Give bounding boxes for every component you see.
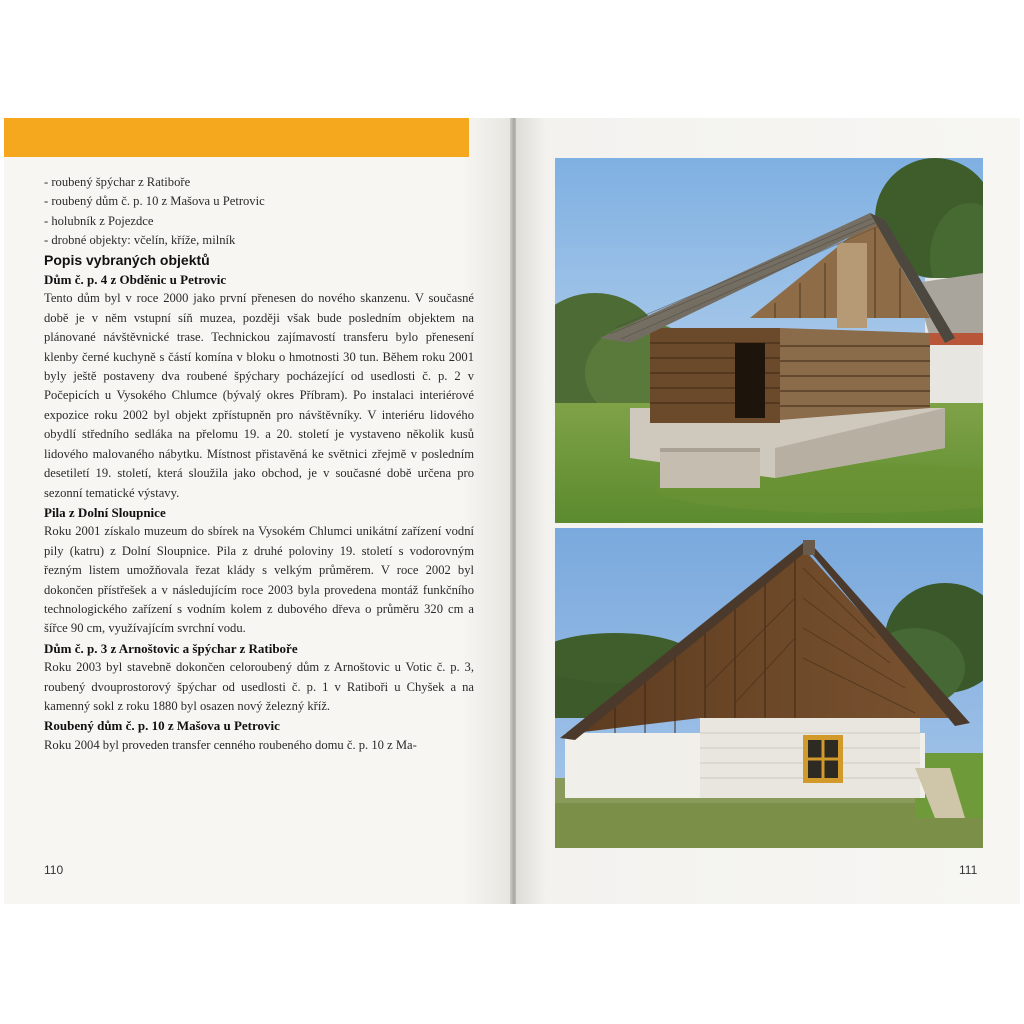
entry-text: Tento dům byl v roce 2000 jako první přenesen do nového skanzenu. V současné době je v něm vstupní síň muzea, později však bude posledním objektem na plánované návštěvnické trase. Technickou zajímavostí transferu bylo přenesení klenby černé kuchyně s částí komína v bloku o hmotnosti 30 tun. Během roku 2001 byly ještě postaveny dva roubené špýchary pocházející od usedlosti č. p. 2 v Počepicích u Vysokého Chlumce (bývalý okres Příbram). Po instalaci interiérové expozice roku 2002 byl objekt zpřístupněn pro návštěvníky. V interiéru lidového obydlí středního sedláka na přelomu 19. a 20. století je vystaveno několik kusů lidového malovaného nábytku. Místnost přistavěná ke světnici zřejmě v posledním desetiletí 19. století, která sloužila jako obchod, je v současné době určena pro sezonní tematické výstavy. <box>44 291 474 500</box>
bullet-item: - drobné objekty: včelín, kříže, milník <box>44 233 236 248</box>
accent-band <box>4 118 469 157</box>
bullet-item: - roubený dům č. p. 10 z Mašova u Petrovic <box>44 194 265 209</box>
page-number-right: 111 <box>959 863 978 877</box>
left-page <box>4 118 512 904</box>
bullet-item: - holubník z Pojezdce <box>44 213 154 228</box>
photo-timbered-house <box>555 528 983 848</box>
entry-heading: Dům č. p. 4 z Obděnic u Petrovic <box>44 272 227 288</box>
book-spread <box>4 118 1020 904</box>
entry-heading: Dům č. p. 3 z Arnoštovic a špýchar z Ratiboře <box>44 640 298 656</box>
bullet-item: - roubený špýchar z Ratiboře <box>44 175 191 189</box>
entry-text: Roku 2003 byl stavebně dokončen celoroubený dům z Arnoštovic u Votic č. p. 3, roubený dvouprostorový špýchar od usedlosti č. p. 1 v Ratiboři u Chyšek a na kamenný sokl z roku 1880 byl osazen nový železný kříž. <box>44 660 474 713</box>
page-number-left: 110 <box>44 863 64 877</box>
entry-heading: Roubený dům č. p. 10 z Mašova u Petrovic <box>44 718 280 734</box>
section-heading: Popis vybraných objektů <box>44 251 210 268</box>
entry-text: Roku 2001 získalo muzeum do sbírek na Vysokém Chlumci unikátní zařízení vodní pily (katru) z Dolní Sloupnice. Pila z druhé poloviny 19. století s vodorovným řezným listem umožňovala řezat klády s velkým průměrem. V roce 2002 byl dokončen přístřešek a v následujícím roce 2003 byla provedena montáž funkčního technologického zařízení s vodním kolem z dubového dřeva o průměru 320 cm a šířce 90 cm, využívajícím svrchní vodu. <box>44 524 474 636</box>
right-page <box>516 118 1020 904</box>
left-text-column <box>44 173 474 755</box>
photo-log-granary <box>555 158 983 523</box>
entry-heading: Pila z Dolní Sloupnice <box>44 504 166 520</box>
entry-text: Roku 2004 byl proveden transfer cenného roubeného domu č. p. 10 z Ma- <box>44 737 417 752</box>
